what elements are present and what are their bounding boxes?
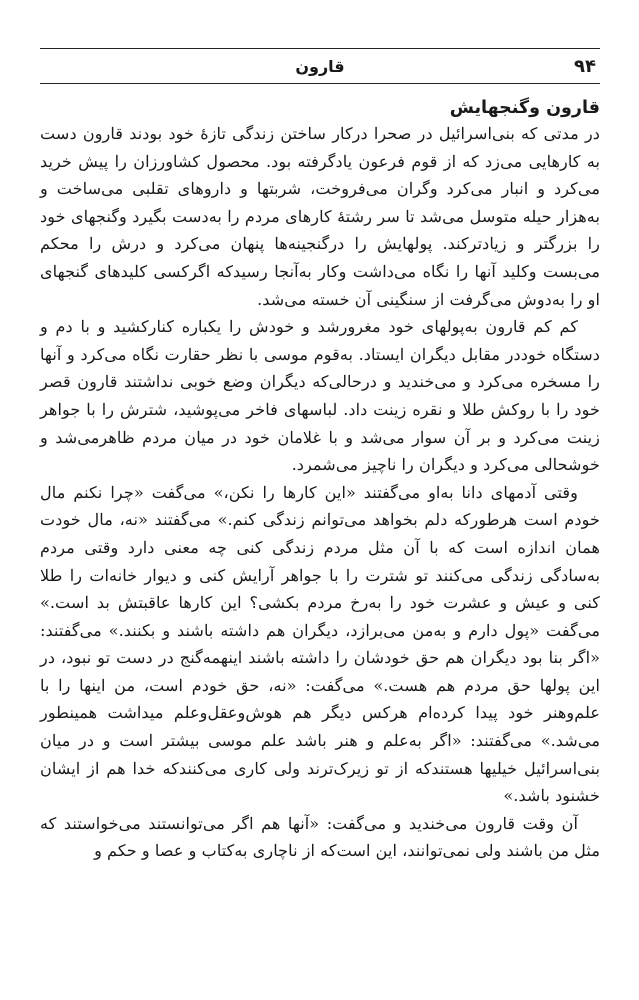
page-number: ۹۴ bbox=[574, 55, 596, 77]
running-title: قارون bbox=[295, 56, 345, 76]
paragraph-4: آن وقت قارون می‌خندید و می‌گفت: «آنها هم اگر می‌توانستند می‌خواستند که مثل من باشند ولی نمی‌توانند، این است‌که از ناچاری به‌کتاب و عصا و حکم و bbox=[40, 813, 600, 861]
paragraph-3: وقتی آدمهای دانا به‌او می‌گفتند «این کارها را نکن،» می‌گفت «چرا نکنم مال خودم است هرطورکه دلم بخواهد می‌توانم زندگی کنم.» می‌گفتند «نه، مال خودت همان اندازه است که با آن مثل مردم زندگی کنی چه معنی دارد وقتی مردم به‌سادگی زندگی می‌کنند تو شترت را با جواهر آرایش کنی و دیوار خانه‌ات را طلا کنی و عیش و عشرت خود را به‌رخ مردم بکشی؟ این کارها عاقبتش بد است.» می‌گفت «پول دارم و به‌من می‌برازد، دیگران هم داشته باشند و بکنند.» می‌گفتند: «اگر بنا بود دیگران هم حق خودشان را داشته باشند اینهمه‌گنج در دست تو نبود، در این پولها حق مردم هم هست.» می‌گفت: «نه، حق خودم است، من اینها را با علم‌وهنر خود پیدا کردەام هرکس دیگر هم هوش‌وعقل‌وعلم میداشت همینطور می‌شد.» می‌گفتند: «اگر به‌علم و هنر باشد علم موسی بیشتر است و در میان بنی‌اسرائیل خیلیها هستندکه از تو زیرک‌ترند ولی کاری می‌کنندکه خدا هم از ایشان خشنود باشد.» bbox=[40, 482, 600, 806]
book-page bbox=[40, 48, 600, 978]
paragraph-1: در مدتی که بنی‌اسرائیل در صحرا درکار ساختن زندگی تازهٔ خود بودند قارون دست به کارهایی می‌زد که از قوم فرعون یادگرفته بود. محصول کشاورزان را پیش خرید می‌کرد و انبار می‌کرد وگران می‌فروخت، شربتها و داروهای تقلبی می‌ساخت و به‌هزار حیله متوسل می‌شد تا سر رشتهٔ کارهای مردم را به‌دست بگیرد وگنجهای خود را بزرگتر و زیادترکند. پولهایش را درگنجینه‌ها پنهان می‌کرد و درش را محکم می‌بست وکلید آنها را نگاه می‌داشت وکار به‌آنجا رسیدکه اگرکسی کلیدهای گنجهای او را به‌دوش می‌گرفت از سنگینی آن خسته می‌شد. bbox=[40, 124, 600, 309]
running-header bbox=[40, 48, 600, 84]
section-heading: قارون وگنجهایش bbox=[449, 98, 600, 118]
paragraph-2: کم کم قارون به‌پولهای خود مغرورشد و خودش را یکباره کنارکشید و با دم و دستگاه خوددر مقابل دیگران ایستاد. به‌قوم موسی با نظر حقارت نگاه می‌کرد و آنها را مسخره می‌کرد و می‌خندید و درحالی‌که دیگران وضع خوبی نداشتند قارون قصر خود را با روکش طلا و نقره زینت داد. لباسهای فاخر می‌پوشید، شترش را با جواهر زینت می‌کرد و بر آن سوار می‌شد و با غلامان خود در میان مردم ظاهرمی‌شد و خوشحالی می‌کرد و دیگران را ناچیز می‌شمرد. bbox=[40, 317, 600, 475]
